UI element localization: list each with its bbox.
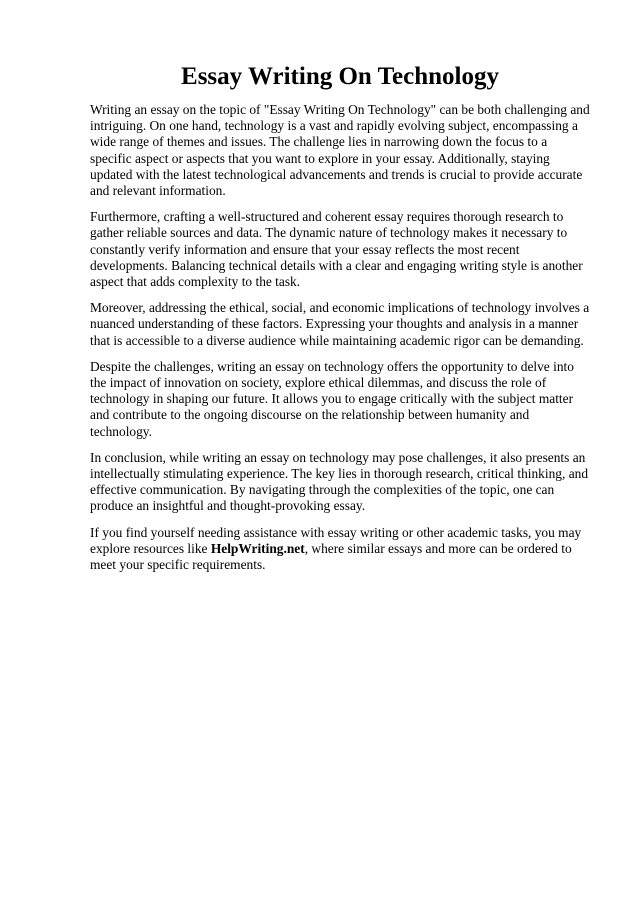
paragraph-intro: Writing an essay on the topic of "Essay Writing On Technology" can be both challenging and intriguing. On one hand, technology is a vast and rapidly evolving subject, encompassing a wide range of themes and issues. The challenge lies in narrowing down the focus to a specific aspect or aspects that you want to explore in your essay. Additionally, staying updated with the latest technological advancements and trends is crucial to provide accurate and relevant information.	[90, 102, 590, 199]
closing-text-after: , where similar essays and more can be ordered to meet your specific requirements.	[90, 540, 572, 573]
paragraph-implications: Moreover, addressing the ethical, social, and economic implications of technology involves a nuanced understanding of these factors. Expressing your thoughts and analysis in a manner that is accessible to a diverse audience while maintaining academic rigor can be demanding.	[90, 300, 590, 348]
brand-name: HelpWriting.net	[210, 540, 305, 556]
paragraph-research: Furthermore, crafting a well-structured and coherent essay requires thorough research to gather reliable sources and data. The dynamic nature of technology makes it necessary to constantly verify information and ensure that your essay reflects the most recent developments. Balancing technical details with a clear and engaging writing style is another aspect that adds complexity to the task.	[90, 209, 583, 290]
paragraph-conclusion: In conclusion, while writing an essay on technology may pose challenges, it also presents an intellectually stimulating experience. The key lies in thorough research, critical thinking, and effective communication. By navigating through the complexities of the topic, one can produce an insightful and thought-provoking essay.	[90, 449, 589, 514]
document-title: Essay Writing On Technology	[181, 63, 499, 90]
paragraph-closing	[90, 525, 590, 574]
document-page	[90, 62, 590, 583]
paragraph-opportunity: Despite the challenges, writing an essay on technology offers the opportunity to delve into the impact of innovation on society, explore ethical dilemmas, and discuss the role of technology in shaping our future. It allows you to engage critically with the subject matter and contribute to the ongoing discourse on the relationship between humanity and technology.	[90, 358, 574, 439]
closing-text-before: If you find yourself needing assistance with essay writing or other academic tasks, you may explore resources like	[90, 524, 582, 556]
